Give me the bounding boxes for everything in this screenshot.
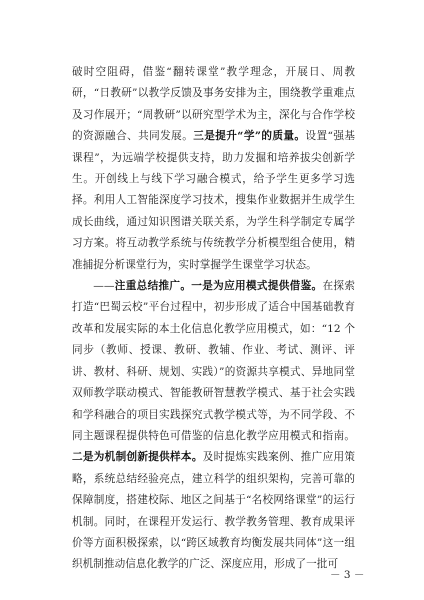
paragraph-1-text-a: 破时空阻碍，借鉴“翻转课堂”教学理念，开展日、周教研，“日教研”以教学反馈及事务安排为主，围绕教学重难点及习作展开；“周教研”以研究型学术为主，深化与合作学校的资源融合、共同发展。 [72, 66, 355, 143]
paragraph-2-emphasis-b: 二是为机制创新提供样本。 [72, 451, 203, 464]
page-number: － 3 － [330, 569, 365, 581]
paragraph-1-emphasis: 三是提升“学”的质量。 [193, 130, 306, 143]
paragraph-2 [72, 276, 355, 576]
paragraph-1 [72, 62, 355, 276]
paragraph-1-text-b: 设置“强基课程”，为远端学校提供支持，助力发掘和培养拔尖创新学生。开创线上与线下学习融合模式，给予学生更多学习选择。利用人工智能深度学习技术，搜集作业数据并生成学生成长曲线，通过知识图谱关联关系，为学生科学制定专属学习方案。将互动教学系统与传统教学分析模型组合使用，精准捕捉分析课堂行为，实时掌握学生课堂学习状态。 [72, 130, 355, 271]
paragraph-2-dash: —— [93, 280, 115, 293]
paragraph-2-text-b: 及时提炼实践案例、推广应用策略，系统总结经验亮点，建立科学的组织架构，完善可靠的保障制度，搭建校际、地区之间基于“名校网络课堂”的运行机制。同时，在课程开发运行、教学教务管理、教育成果评价等方面积极探索，以“跨区域教育均衡发展共同体”这一组织机制推动信息化教学的广泛、深度应用，形成了一批可 [72, 451, 355, 571]
body-text [72, 62, 355, 576]
paragraph-2-text-a: 在探索打造“巴蜀云校”平台过程中，初步形成了适合中国基础教育改革和发展实际的本土化信息化教学应用模式，如：“12 个同步（教师、授课、教研、教辅、作业、考试、测评、评讲、教材、科研、规划、实践）”的资源共享模式、异地同堂双师教学联动模式、智能教研智慧教学模式、基于社会实践和学科融合的项目实践探究式教学模式等，为不同学段、不同主题课程提供特色可借鉴的信息化教学应用模式和指南。 [72, 280, 355, 442]
paragraph-2-emphasis-a: 注重总结推广。一是为应用模式提供借鉴。 [114, 280, 323, 293]
